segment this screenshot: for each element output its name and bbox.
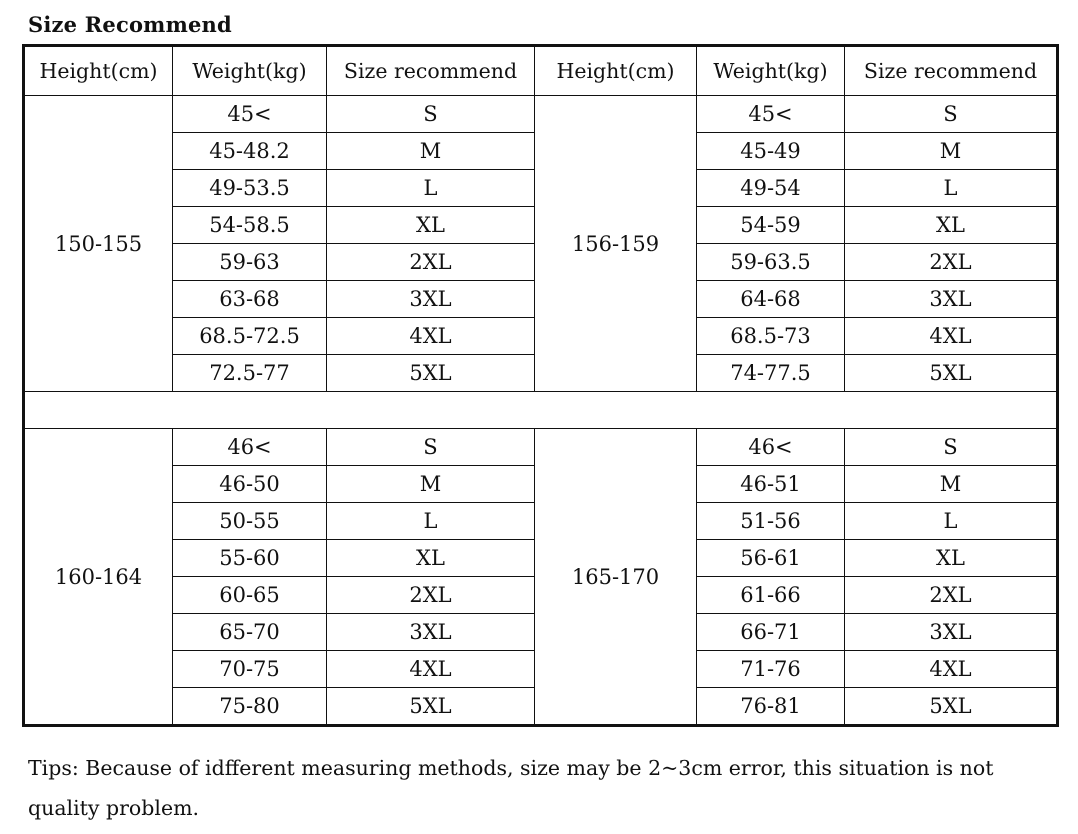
size-cell: 4XL xyxy=(845,651,1058,688)
size-cell: M xyxy=(845,133,1058,170)
size-cell: M xyxy=(327,133,535,170)
size-cell: XL xyxy=(845,540,1058,577)
header-height-left: Height(cm) xyxy=(24,46,173,96)
weight-cell: 76-81 xyxy=(697,688,845,726)
weight-cell: 61-66 xyxy=(697,577,845,614)
weight-cell: 45-49 xyxy=(697,133,845,170)
weight-cell: 59-63.5 xyxy=(697,244,845,281)
height-range-cell: 160-164 xyxy=(24,429,173,726)
weight-cell: 65-70 xyxy=(173,614,327,651)
size-cell: 4XL xyxy=(845,318,1058,355)
height-range-cell: 150-155 xyxy=(24,96,173,392)
weight-cell: 49-53.5 xyxy=(173,170,327,207)
weight-cell: 46< xyxy=(173,429,327,466)
header-height-right: Height(cm) xyxy=(535,46,697,96)
height-range-cell: 156-159 xyxy=(535,96,697,392)
size-cell: 2XL xyxy=(845,577,1058,614)
weight-cell: 74-77.5 xyxy=(697,355,845,392)
weight-cell: 75-80 xyxy=(173,688,327,726)
size-cell: L xyxy=(327,503,535,540)
size-cell: 3XL xyxy=(327,281,535,318)
weight-cell: 64-68 xyxy=(697,281,845,318)
weight-cell: 59-63 xyxy=(173,244,327,281)
height-range-cell: 165-170 xyxy=(535,429,697,726)
size-cell: 4XL xyxy=(327,651,535,688)
weight-cell: 63-68 xyxy=(173,281,327,318)
size-cell: 2XL xyxy=(327,577,535,614)
weight-cell: 46-50 xyxy=(173,466,327,503)
weight-cell: 45< xyxy=(173,96,327,133)
weight-cell: 46-51 xyxy=(697,466,845,503)
size-cell: S xyxy=(845,96,1058,133)
size-cell: M xyxy=(845,466,1058,503)
weight-cell: 54-58.5 xyxy=(173,207,327,244)
size-cell: 5XL xyxy=(327,355,535,392)
weight-cell: 72.5-77 xyxy=(173,355,327,392)
weight-cell: 70-75 xyxy=(173,651,327,688)
size-cell: L xyxy=(327,170,535,207)
weight-cell: 56-61 xyxy=(697,540,845,577)
size-cell: 3XL xyxy=(327,614,535,651)
size-cell: S xyxy=(845,429,1058,466)
page-title: Size Recommend xyxy=(28,12,232,37)
size-cell: 2XL xyxy=(845,244,1058,281)
weight-cell: 54-59 xyxy=(697,207,845,244)
size-cell: 3XL xyxy=(845,281,1058,318)
table-body xyxy=(24,96,1058,726)
weight-cell: 60-65 xyxy=(173,577,327,614)
size-cell: S xyxy=(327,429,535,466)
header-weight-right: Weight(kg) xyxy=(697,46,845,96)
size-cell: L xyxy=(845,503,1058,540)
weight-cell: 45-48.2 xyxy=(173,133,327,170)
weight-cell: 68.5-72.5 xyxy=(173,318,327,355)
header-size-left: Size recommend xyxy=(327,46,535,96)
header-size-right: Size recommend xyxy=(845,46,1058,96)
size-cell: XL xyxy=(845,207,1058,244)
weight-cell: 50-55 xyxy=(173,503,327,540)
weight-cell: 51-56 xyxy=(697,503,845,540)
weight-cell: 71-76 xyxy=(697,651,845,688)
table-row xyxy=(24,96,1058,133)
size-cell: L xyxy=(845,170,1058,207)
weight-cell: 49-54 xyxy=(697,170,845,207)
tips-note: Tips: Because of idfferent measuring methods, size may be 2~3cm error, this situation is not quality problem. xyxy=(28,756,994,820)
size-cell: 2XL xyxy=(327,244,535,281)
table-row xyxy=(24,429,1058,466)
spacer-row xyxy=(24,392,1058,429)
size-chart-table xyxy=(22,44,1059,727)
size-cell: S xyxy=(327,96,535,133)
header-weight-left: Weight(kg) xyxy=(173,46,327,96)
size-cell: 5XL xyxy=(845,355,1058,392)
size-cell: XL xyxy=(327,207,535,244)
size-cell: 3XL xyxy=(845,614,1058,651)
size-cell: 4XL xyxy=(327,318,535,355)
spacer-cell xyxy=(24,392,1058,429)
weight-cell: 45< xyxy=(697,96,845,133)
size-cell: 5XL xyxy=(327,688,535,726)
size-cell: 5XL xyxy=(845,688,1058,726)
header-row xyxy=(24,46,1058,96)
weight-cell: 66-71 xyxy=(697,614,845,651)
size-cell: XL xyxy=(327,540,535,577)
size-cell: M xyxy=(327,466,535,503)
weight-cell: 46< xyxy=(697,429,845,466)
weight-cell: 68.5-73 xyxy=(697,318,845,355)
weight-cell: 55-60 xyxy=(173,540,327,577)
